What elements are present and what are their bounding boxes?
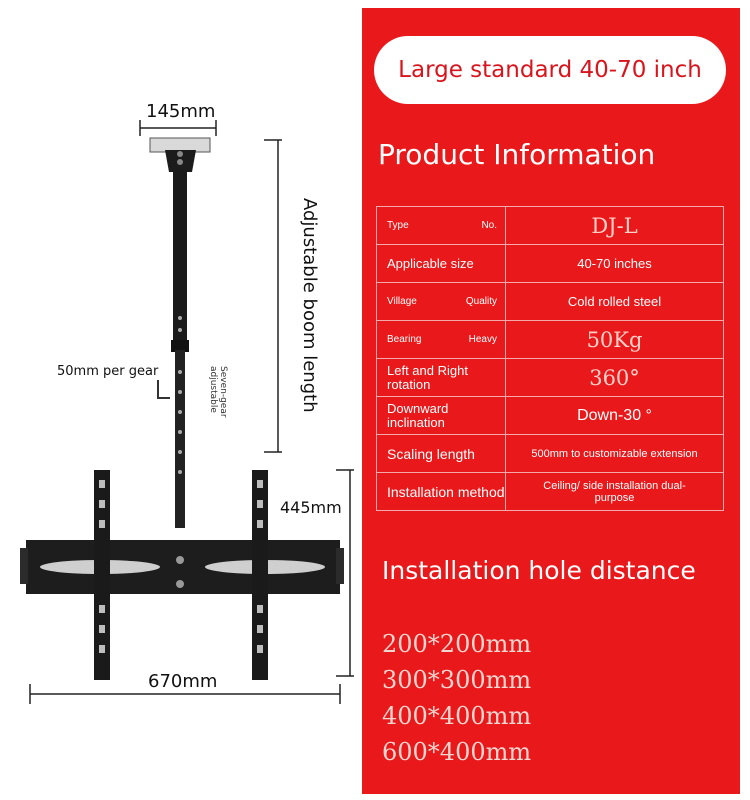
spec-key: Scaling length	[377, 435, 506, 473]
spec-value: 360°	[506, 359, 724, 397]
table-row	[377, 473, 724, 511]
hole-distance-title: Installation hole distance	[382, 556, 696, 585]
width-label: 670mm	[148, 671, 218, 692]
hole-size: 400*400mm	[382, 702, 532, 730]
spec-key-2: Heavy	[468, 333, 497, 345]
size-badge: Large standard 40-70 inch	[374, 36, 726, 104]
product-info-title: Product Information	[378, 138, 656, 171]
ceiling-plate	[150, 138, 210, 152]
spec-value: 40-70 inches	[506, 245, 724, 283]
height-label: 445mm	[280, 498, 342, 517]
table-row	[377, 207, 724, 245]
spec-key-2: Quality	[465, 295, 497, 307]
spec-key: Downward inclination	[377, 397, 506, 435]
hole-size: 600*400mm	[382, 738, 532, 766]
hole-size: 200*200mm	[382, 630, 532, 658]
table-row	[377, 245, 724, 283]
spec-key: Village	[387, 295, 417, 307]
gear-label: 50mm per gear	[57, 364, 159, 379]
top-width-label: 145mm	[146, 101, 216, 122]
lock-pin	[158, 380, 170, 398]
table-row	[377, 397, 724, 435]
spec-value: 500mm to customizable extension	[506, 435, 724, 473]
table-row	[377, 321, 724, 359]
spec-table	[376, 206, 724, 511]
spec-key-2: No.	[481, 219, 497, 231]
outer-tube	[173, 170, 187, 350]
spec-value: Down-30 °	[506, 397, 724, 435]
spec-value: Cold rolled steel	[506, 283, 724, 321]
table-row	[377, 283, 724, 321]
spec-key: Applicable size	[377, 245, 506, 283]
boom-length-label: Adjustable boom length	[299, 198, 320, 413]
hole-size: 300*300mm	[382, 666, 532, 694]
spec-key: Left and Right rotation	[377, 359, 506, 397]
spec-value: Ceiling/ side installation dual-purpose	[506, 473, 724, 511]
seven-gear-label: Seven-gear adjustable	[208, 366, 228, 418]
spec-value: DJ-L	[506, 207, 724, 245]
table-row	[377, 435, 724, 473]
mount-diagram	[0, 0, 360, 800]
spec-key: Bearing	[387, 333, 422, 345]
info-panel	[362, 8, 740, 794]
spec-key: Type	[387, 219, 409, 231]
inner-tube	[175, 350, 185, 528]
spec-value: 50Kg	[506, 321, 724, 359]
table-row	[377, 359, 724, 397]
spec-key: Installation method	[377, 473, 506, 511]
